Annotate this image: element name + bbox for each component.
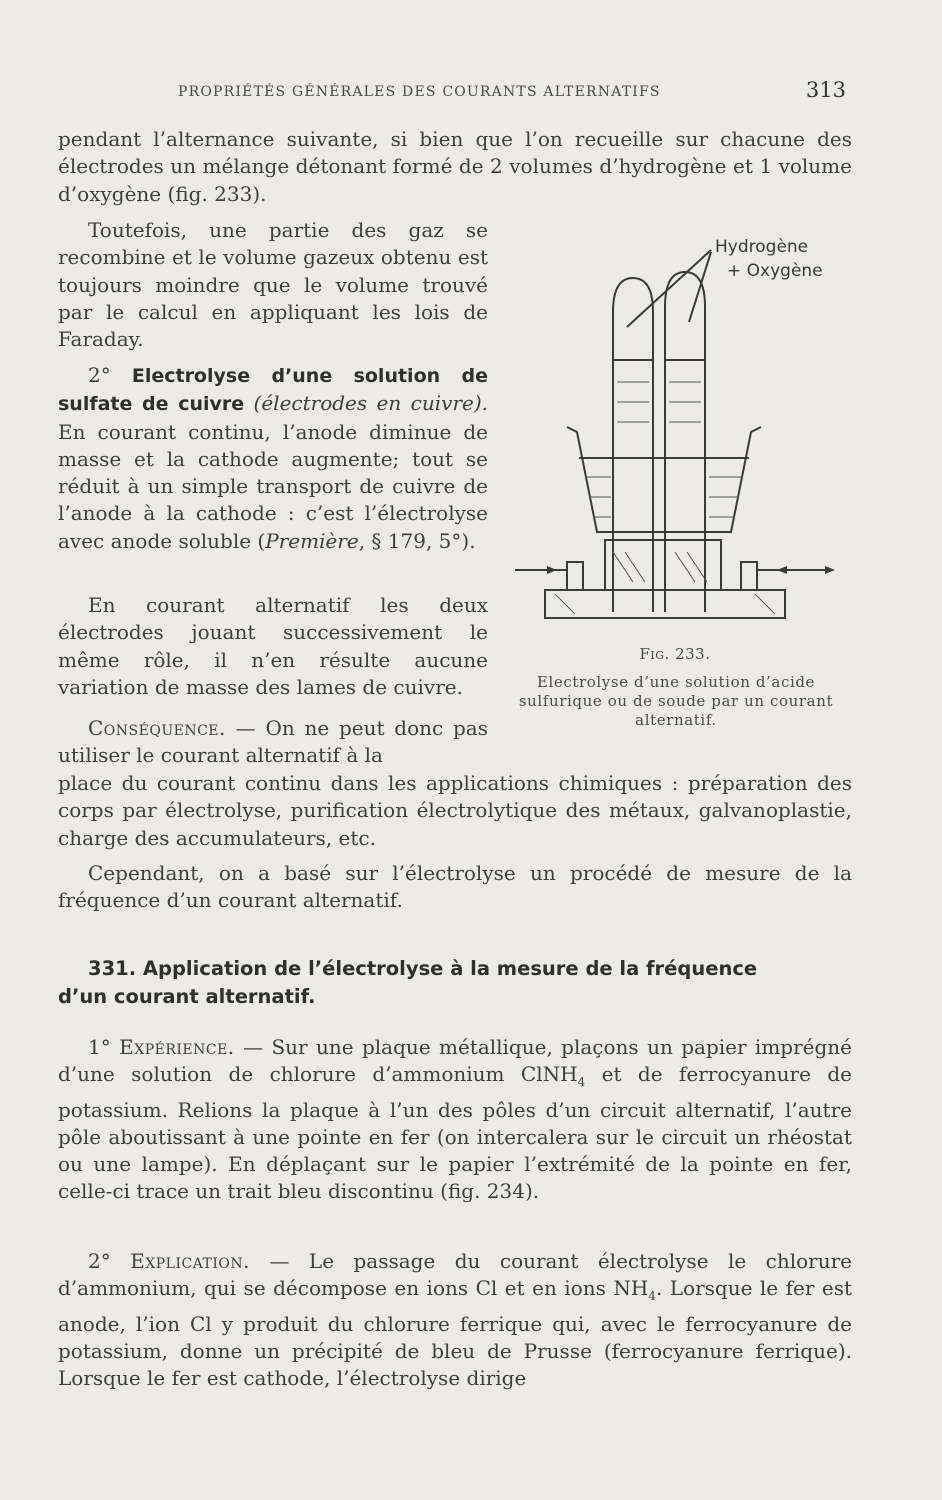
subscript: 4	[648, 1289, 656, 1304]
label-oxygen: + Oxygène	[727, 261, 823, 281]
paragraph-text: pendant l’alternance suivante, si bien que l’on recueille sur chacune des électrodes un mélange détonant formé de 2 volumes d’hydrogène et 1 volume d’oxygène (fig. 233).	[58, 127, 852, 206]
paragraph-text: place du courant continu dans les applications chimiques : préparation des corps par électrolyse, purification électrolytique des métaux, galvanoplastie, charge des accumulateurs, etc.	[58, 771, 852, 850]
figure-caption: Electrolyse d’une solution d’acide sulfurique ou de soude par un courant alternatif.	[518, 673, 834, 729]
paragraph-text: — Le passage du courant électrolyse le chlorure d’ammonium, qui se décompose en ions Cl et en ions NH	[58, 1249, 853, 1301]
page-number: 313	[805, 78, 846, 102]
pointer-hydrogen-1	[627, 250, 711, 327]
paragraph-text-end: . Lorsque le fer est anode, l’ion Cl y produit du chlorure ferrique qui, avec le ferrocyanure de potassium, donne un précipité de bleu de Prusse (ferrocyanure ferrique). Lorsque le fer est cathode, l’électrolyse dirige	[58, 1276, 852, 1391]
consequence-label: Conséquence.	[88, 716, 226, 740]
pointer-hydrogen-2	[689, 252, 711, 322]
running-title: PROPRIÉTÉS GÉNÉRALES DES COURANTS ALTERNATIFS	[178, 84, 661, 100]
arrow-in-icon	[547, 566, 557, 574]
reference-italic: Première	[265, 528, 359, 553]
paragraph-continuation	[58, 126, 852, 208]
figure-number-text: Fig. 233.	[639, 645, 711, 663]
item-italic: (électrodes en cuivre).	[253, 391, 488, 416]
explication-label: Explication.	[130, 1249, 251, 1273]
paragraph-text: Toutefois, une partie des gaz se recombine et le volume gazeux obtenu est toujours moindre que le volume trouvé par le calcul en appliquant les lois de Faraday.	[58, 218, 488, 352]
electrode-block	[605, 540, 721, 590]
paragraph-text: — Sur une plaque métallique, plaçons un papier imprégné d’une solution de chlorure d’ammonium ClNH	[58, 1035, 853, 1087]
item-number: 2°	[88, 1249, 111, 1273]
paragraph-consequence-start	[58, 715, 488, 770]
experience-label: Expérience.	[119, 1035, 235, 1059]
paragraph-text-end: , § 179, 5°).	[358, 528, 476, 553]
paragraph-consequence-end	[58, 770, 852, 852]
paragraph-text-end: et de ferrocyanure de potassium. Relions la plaque à l’un des pôles d’un circuit alternatif, l’autre pôle aboutissant à une pointe en fer (on intercalera sur le circuit un rhéostat ou une lampe). En déplaçant sur le papier l’extrémité de la pointe en fer, celle-ci trace un trait bleu discontinu (fig. 234).	[58, 1062, 853, 1204]
figure-233	[505, 222, 845, 640]
paragraph-copper-sulfate	[58, 362, 488, 555]
paragraph-text: En courant alternatif les deux électrodes jouant successivement le même rôle, il n’en résulte aucune variation de masse des lames de cuivre.	[58, 593, 488, 699]
section-number: 331.	[88, 957, 137, 980]
paragraph-text: — On ne peut donc pas utiliser le courant alternatif à la	[58, 716, 488, 768]
item-number: 1°	[88, 1035, 111, 1059]
page-header	[60, 78, 850, 108]
arrow-out-left-icon	[777, 566, 787, 574]
paragraph-text: Cependant, on a basé sur l’électrolyse un procédé de mesure de la fréquence d’un courant alternatif.	[58, 861, 852, 913]
paragraph-frequency	[58, 860, 852, 915]
arrow-out-right-icon	[825, 566, 835, 574]
subscript: 4	[577, 1075, 586, 1090]
section-heading	[58, 955, 856, 1011]
item-title: Electrolyse d’une solution de sulfate de cuivre	[58, 365, 488, 416]
section-title-line1: Application de l’électrolyse à la mesure de la fréquence	[142, 957, 758, 980]
paragraph-explication	[58, 1248, 852, 1392]
figure-number	[500, 645, 850, 663]
test-tube-right	[665, 272, 705, 612]
label-hydrogen: Hydrogène	[715, 237, 809, 257]
paragraph-experience	[58, 1034, 852, 1206]
electrolysis-diagram	[505, 222, 845, 640]
paragraph-text: En courant continu, l’anode diminue de masse et la cathode augmente; tout se réduit à un simple transport de cuivre de l’anode à la cathode : c’est l’électrolyse avec anode soluble (	[58, 419, 488, 553]
paragraph-recombination	[58, 217, 488, 353]
terminal-left	[567, 562, 583, 590]
item-number: 2°	[88, 363, 111, 387]
terminal-right	[741, 562, 757, 590]
paragraph-alternating	[58, 592, 488, 701]
section-title-line2: d’un courant alternatif.	[58, 985, 316, 1008]
